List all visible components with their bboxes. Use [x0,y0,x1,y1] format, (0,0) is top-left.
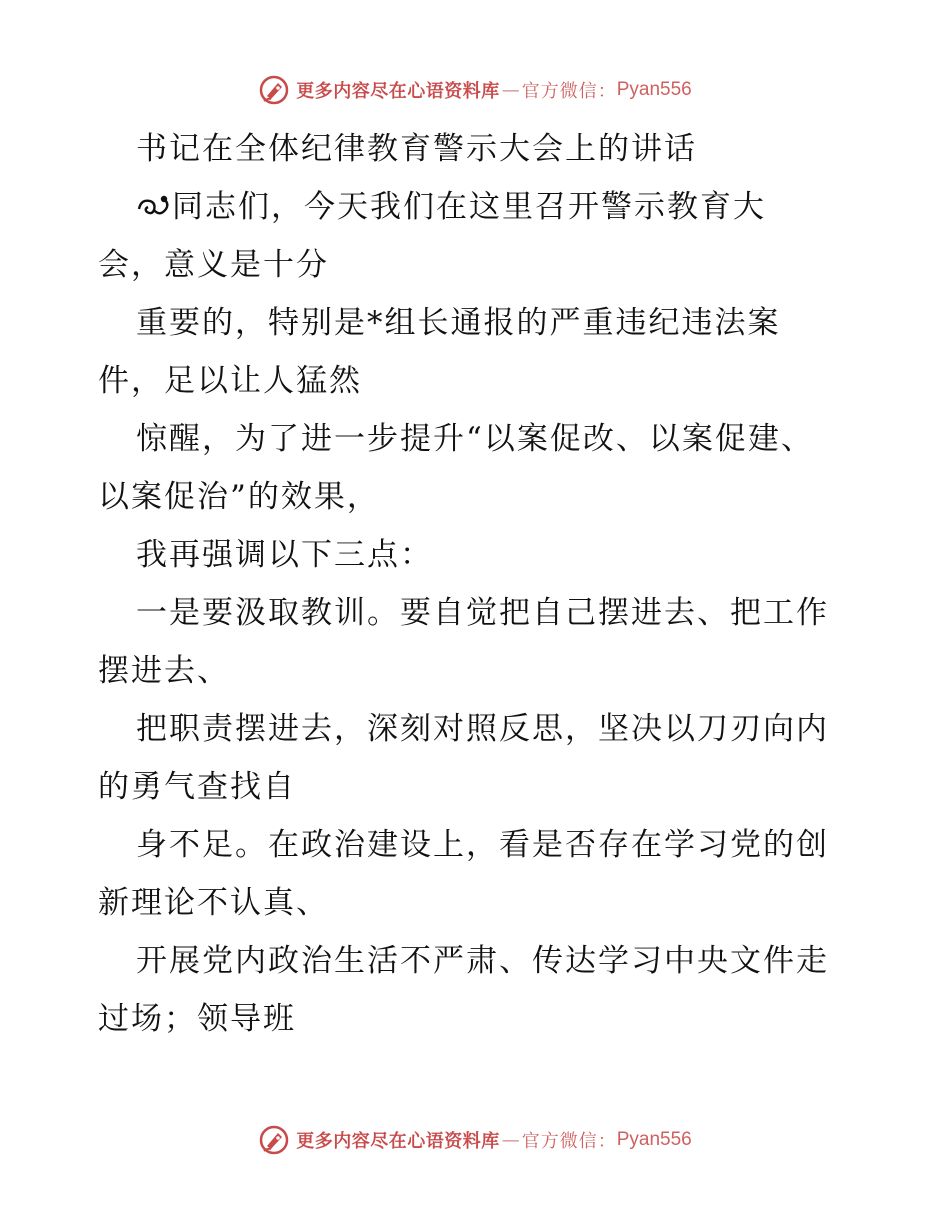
document-line: 的勇气查找自 [98,769,296,805]
document-line: 摆进去、 [98,653,230,689]
banner-dash: — [501,79,520,101]
document-line: 开展党内政治生活不严肃、传达学习中央文件走 [136,943,829,979]
document-line: 过场；领导班 [98,1001,296,1037]
document-line: 我再强调以下三点： [136,537,433,573]
banner-wechat-label: 官方微信： [521,1131,617,1152]
document-line: 身不足。在政治建设上，看是否存在学习党的创 [136,827,829,863]
document-body [98,120,858,1048]
banner-wechat-id: Pyan556 [616,79,692,100]
document-line [98,178,858,236]
swirl-ornament-icon [136,191,172,221]
header-banner [0,70,950,110]
document-line: 件，足以让人猛然 [98,363,362,399]
document-line: 一是要汲取教训。要自觉把自己摆进去、把工作 [136,595,829,631]
banner-dash: — [501,1129,520,1151]
document-line: 新理论不认真、 [98,885,329,921]
footer-banner [0,1120,950,1160]
banner-wechat-label: 官方微信： [521,81,617,102]
document-line: 把职责摆进去，深刻对照反思，坚决以刀刃向内 [136,711,829,747]
banner-wechat-id: Pyan556 [616,1129,692,1150]
document-line: 惊醒，为了进一步提升“以案促改、以案促建、 [136,421,814,457]
document-line: 会，意义是十分 [98,247,329,283]
banner-slogan: 更多内容尽在心语资料库 [296,1131,500,1152]
document-line-text: 同志们，今天我们在这里召开警示教育大 [172,189,766,225]
document-line: 以案促治”的效果， [98,479,380,515]
document-title: 书记在全体纪律教育警示大会上的讲话 [136,131,697,167]
document-line: 重要的，特别是*组长通报的严重违纪违法案 [136,305,781,341]
banner-slogan: 更多内容尽在心语资料库 [296,81,500,102]
pen-nib-logo-icon [258,1124,290,1156]
pen-nib-logo-icon [258,74,290,106]
